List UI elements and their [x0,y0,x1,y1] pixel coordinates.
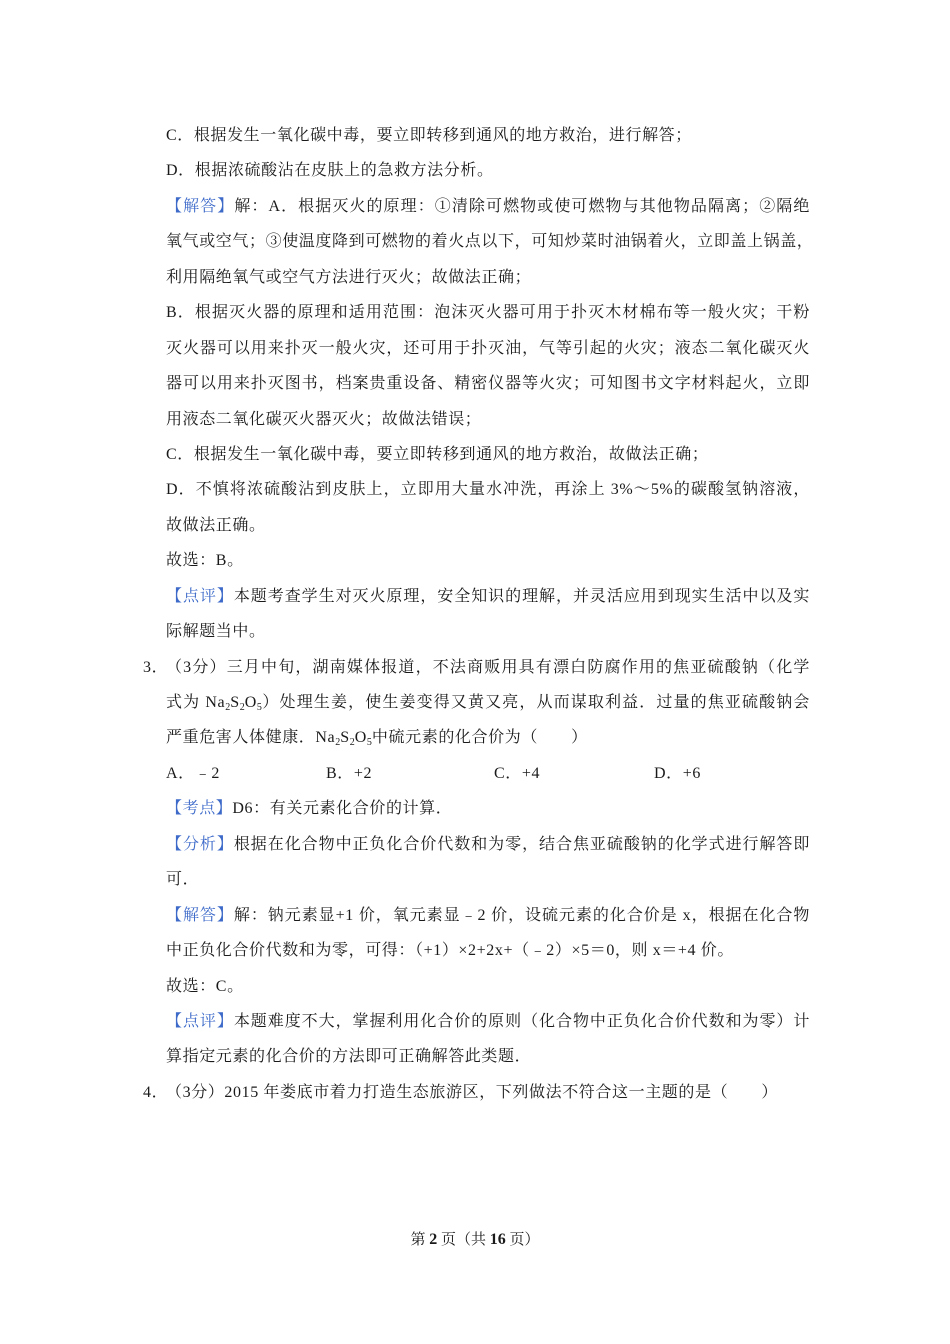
q4-stem-line [143,1075,810,1110]
answer-text: 解：A．根据灭火的原理：①清除可燃物或使可燃物与其他物品隔离；②隔绝 [234,197,810,215]
q2-answer-line: 故做法正确。 [166,516,266,534]
footer-suffix: 页） [505,1232,540,1248]
question-number: 3． [143,658,169,676]
analysis-tag: 【分析】 [166,835,234,853]
q3-analysis-line: 可． [166,871,200,889]
option-b: B．+2 [326,764,373,782]
page-content [143,118,814,1110]
footer-middle: 页（共 [437,1232,490,1248]
q2-comment-line [166,579,810,614]
q3-answer-line: 中正负化合价代数和为零，可得：（+1）×2+2x+（﹣2）×5＝0，则 x＝+4 价。 [166,942,734,960]
knowledge-text: D6：有关元素化合价的计算． [232,800,453,818]
formula-element: S [230,694,240,711]
q3-stem-line [143,650,810,685]
option-d: D．+6 [654,764,701,782]
q2-answer-line: 氧气或空气；③使温度降到可燃物的着火点以下，可知炒菜时油锅着火，立即盖上锅盖， [166,233,814,251]
knowledge-tag: 【考点】 [166,800,233,818]
formula-subscript: 5 [366,737,372,749]
q3-analysis-line [166,827,810,862]
footer-total-pages: 16 [489,1231,506,1248]
formula-subscript: 2 [349,737,355,749]
formula-element: O [244,694,257,711]
q3-comment-line [166,1004,810,1039]
chemical-formula [205,694,262,711]
footer-prefix: 第 [410,1232,430,1248]
comment-tag: 【点评】 [166,1012,234,1030]
q2-comment-line: 际解题当中。 [166,623,266,641]
q3-answer-line [166,898,810,933]
footer-page-number: 2 [429,1231,438,1248]
q2-answer-line: 灭火器可以用来扑灭一般火灾，还可用于扑灭油，气等引起的火灾；液态二氧化碳灭火 [166,339,810,357]
option-a: A．﹣2 [166,764,220,782]
stem-text: （3分）三月中旬，湖南媒体报道，不法商贩用具有漂白防腐作用的焦亚硫酸钠（化学 [166,658,810,676]
answer-text: 解：钠元素显+1 价，氧元素显﹣2 价，设硫元素的化合价是 x，根据在化合物 [233,906,810,924]
formula-subscript: 2 [225,702,231,713]
formula-element: Na [205,694,226,711]
stem-text: 中硫元素的化合价为（ ） [371,729,588,747]
q2-answer-line: C．根据发生一氧化碳中毒，要立即转移到通风的地方救治，故做法正确； [166,445,709,463]
q3-options [166,756,810,791]
q2-answer-line: 器可以用来扑灭图书，档案贵重设备、精密仪器等火灾；可知图书文字材料起火，立即 [166,375,810,393]
q3-knowledge-point [166,791,810,826]
formula-element: Na [315,729,336,747]
formula-element: O [354,729,367,747]
formula-subscript: 2 [239,702,245,713]
q3-comment-line: 算指定元素的化合价的方法即可正确解答此类题． [166,1048,532,1066]
formula-subscript: 5 [256,702,262,713]
q3-answer-choice: 故选：C。 [166,977,244,995]
analysis-text: 根据在化合物中正负化合价代数和为零，结合焦亚硫酸钠的化学式进行解答即 [233,835,810,853]
comment-text: 本题考查学生对灭火原理，安全知识的理解，并灵活应用到现实生活中以及实 [233,587,810,605]
formula-element: S [340,729,350,747]
q3-stem-line [166,720,810,755]
formula-subscript: 2 [335,737,341,749]
stem-text: 严重危害人体健康． [166,729,316,747]
option-c: C．+4 [494,764,541,782]
q2-answer-line [166,189,810,224]
analysis-line-d: D．根据浓硫酸沾在皮肤上的急救方法分析。 [166,162,494,180]
page-footer [0,1226,950,1254]
q2-answer-line: 用液态二氧化碳灭火器灭火；故做法错误； [166,410,482,428]
stem-text: ）处理生姜，使生姜变得又黄又亮，从而谋取利益．过量的焦亚硫酸钠会 [261,694,810,711]
q2-answer-line: B．根据灭火器的原理和适用范围：泡沫灭火器可用于扑灭木材棉布等一般火灾；干粉 [166,304,810,322]
analysis-line-c: C．根据发生一氧化碳中毒，要立即转移到通风的地方救治，进行解答； [166,127,692,144]
comment-tag: 【点评】 [166,587,234,605]
answer-tag: 【解答】 [166,197,235,215]
q2-answer-line: D．不慎将浓硫酸沾到皮肤上，立即用大量水冲洗，再涂上 3%～5%的碳酸氢钠溶液， [166,481,810,499]
stem-text: （3分）2015 年娄底市着力打造生态旅游区，下列做法不符合这一主题的是（ ） [166,1083,779,1101]
answer-tag: 【解答】 [166,906,234,924]
comment-text: 本题难度不大，掌握利用化合价的原则（化合物中正负化合价代数和为零）计 [233,1012,810,1030]
stem-text: 式为 [166,694,206,711]
chemical-formula [315,729,372,749]
q2-answer-line: 利用隔绝氧气或空气方法进行灭火；故做法正确； [166,268,532,286]
q3-stem-line [166,685,810,720]
q2-answer-choice: 故选：B。 [166,552,244,570]
question-number: 4． [143,1083,169,1101]
